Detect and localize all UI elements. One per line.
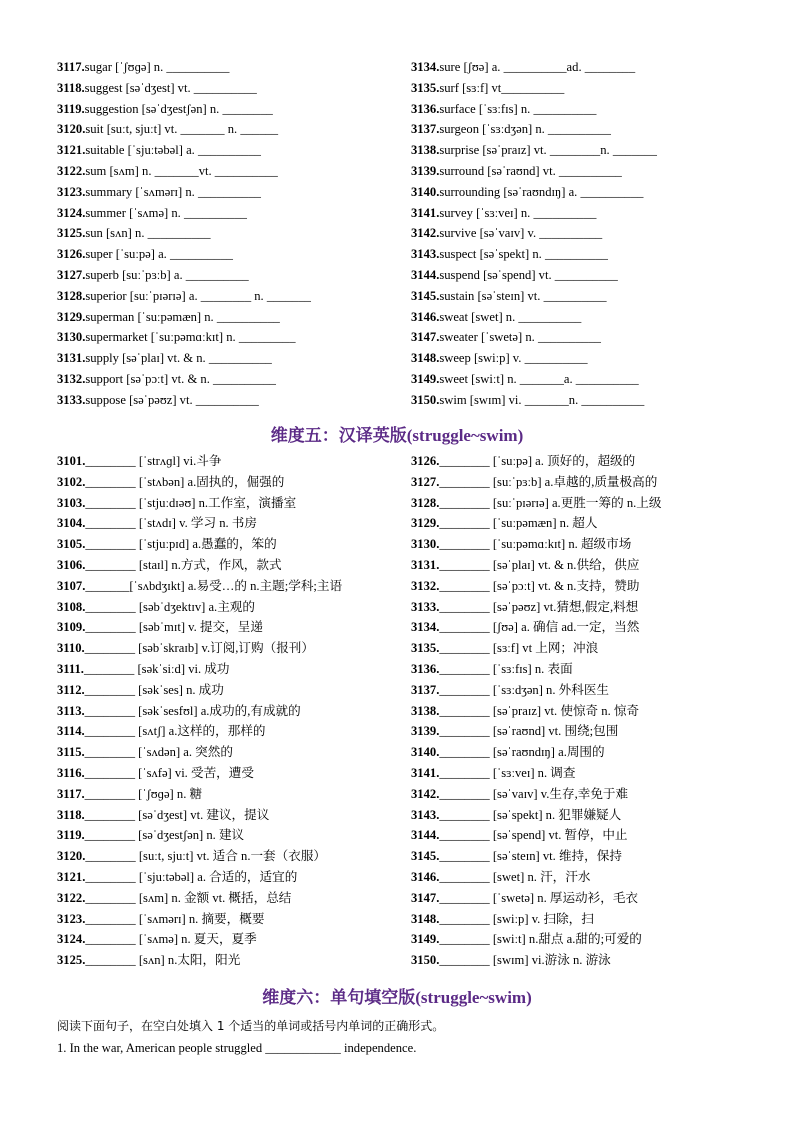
- vocab-entry: [57, 701, 342, 722]
- entry-number: 3145.: [411, 849, 440, 864]
- entry-text: sustain [səˈsteɪn] vt. __________: [439, 288, 607, 303]
- vocab-entry: [57, 617, 342, 638]
- entry-number: 3123.: [57, 184, 86, 199]
- entry-text: ________ [səkˈses] n. 成功: [84, 682, 224, 697]
- entry-number: 3113.: [57, 703, 85, 718]
- vocab-entry: [411, 161, 657, 182]
- entry-text: ________ [sʌn] n.太阳，阳光: [85, 953, 241, 968]
- entry-number: 3106.: [57, 557, 86, 572]
- entry-number: 3130.: [57, 330, 86, 345]
- entry-number: 3146.: [411, 309, 440, 324]
- entry-text: ________ [sɜːf] vt 上网；冲浪: [439, 641, 599, 656]
- entry-number: 3112.: [57, 682, 85, 697]
- entry-text: sweat [swet] n. __________: [439, 309, 582, 324]
- entry-text: ________ [ˈsjuːtəbəl] a. 合适的，适宜的: [85, 869, 298, 884]
- entry-text: surface [ˈsɜːfɪs] n. __________: [439, 101, 597, 116]
- entry-number: 3128.: [57, 288, 86, 303]
- entry-number: 3102.: [57, 474, 86, 489]
- entry-text: surf [sɜːf] vt__________: [439, 80, 565, 95]
- vocab-entry: [411, 929, 661, 950]
- entry-text: superman [ˈsuːpəmæn] n. __________: [85, 309, 280, 324]
- entry-text: ________ [ˈsɜːveɪ] n. 调查: [439, 765, 576, 780]
- entry-number: 3109.: [57, 620, 86, 635]
- entry-number: 3127.: [411, 474, 440, 489]
- entry-text: surgeon [ˈsɜːdʒən] n. __________: [439, 122, 611, 137]
- section4-left-column: [57, 57, 311, 411]
- entry-number: 3126.: [411, 454, 440, 468]
- entry-text: ________ [swiːp] v. 扫除，扫: [439, 911, 594, 926]
- section5-heading-zh: 维度五：汉译英版: [270, 426, 407, 446]
- entry-text: suggest [səˈdʒest] vt. __________: [84, 80, 257, 95]
- vocab-entry: [57, 182, 311, 203]
- entry-text: ________ [swɪm] vi.游泳 n. 游泳: [439, 953, 611, 968]
- entry-number: 3141.: [411, 205, 440, 220]
- entry-text: ________ [səˈpraɪz] vt. 使惊奇 n. 惊奇: [439, 703, 640, 718]
- entry-number: 3140.: [411, 184, 440, 199]
- vocab-entry: [57, 369, 311, 390]
- entry-number: 3129.: [57, 309, 86, 324]
- entry-number: 3125.: [57, 226, 86, 241]
- entry-number: 3136.: [411, 101, 440, 116]
- vocab-entry: [57, 721, 342, 742]
- section6-heading-en: (struggle~swim): [415, 988, 532, 1007]
- entry-number: 3133.: [411, 599, 440, 614]
- entry-text: surround [səˈraʊnd] vt. __________: [439, 163, 622, 178]
- entry-number: 3119.: [57, 101, 85, 116]
- entry-text: ________ [sʌm] n. 金额 vt. 概括，总结: [85, 890, 292, 905]
- entry-number: 3142.: [411, 226, 440, 241]
- entry-text: supply [səˈplaɪ] vt. & n. __________: [85, 351, 272, 366]
- vocab-entry: [411, 119, 657, 140]
- vocab-entry: [411, 99, 657, 120]
- entry-number: 3148.: [411, 911, 440, 926]
- entry-number: 3123.: [57, 911, 86, 926]
- vocab-entry: [411, 763, 661, 784]
- entry-text: ________ [səˈvaɪv] v.生存,幸免于难: [439, 786, 629, 801]
- entry-number: 3147.: [411, 330, 440, 345]
- vocab-entry: [57, 784, 342, 805]
- entry-text: swim [swɪm] vi. _______n. __________: [439, 392, 645, 407]
- entry-text: ________ [suːˈpɪərɪə] a.更胜一筹的 n.上级: [439, 495, 662, 510]
- entry-text: ________ [suːt, sjuːt] vt. 适合 n.一套（衣服）: [85, 849, 327, 864]
- vocab-entry: [411, 638, 661, 659]
- entry-text: summer [ˈsʌmə] n. __________: [85, 205, 247, 220]
- section5-right-column: [411, 451, 661, 971]
- entry-number: 3118.: [57, 807, 85, 822]
- entry-number: 3131.: [411, 557, 440, 572]
- vocab-entry: [57, 223, 311, 244]
- entry-number: 3131.: [57, 351, 86, 366]
- entry-text: ________ [səˈplaɪ] vt. & n.供给，供应: [439, 557, 640, 572]
- entry-text: suppose [səˈpəʊz] vt. __________: [85, 392, 259, 407]
- entry-text: ________ [ˈsʌmərɪ] n. 摘要，概要: [85, 911, 265, 926]
- entry-text: sweep [swiːp] v. __________: [439, 351, 588, 366]
- entry-number: 3135.: [411, 80, 440, 95]
- vocab-entry: [411, 888, 661, 909]
- vocab-entry: [57, 493, 342, 514]
- vocab-entry: [411, 307, 657, 328]
- vocab-entry: [57, 99, 311, 120]
- entry-number: 3116.: [57, 765, 85, 780]
- entry-text: sum [sʌm] n. _______vt. __________: [85, 163, 278, 178]
- vocab-entry: [411, 701, 661, 722]
- entry-number: 3117.: [57, 60, 85, 74]
- entry-number: 3117.: [57, 786, 85, 801]
- entry-number: 3114.: [57, 724, 85, 739]
- vocab-entry: [57, 597, 342, 618]
- vocab-entry: [411, 805, 661, 826]
- entry-number: 3127.: [57, 267, 86, 282]
- entry-text: sugar [ˈʃʊɡə] n. __________: [84, 60, 230, 74]
- entry-number: 3138.: [411, 143, 440, 158]
- entry-text: ________ [ˈsɜːfɪs] n. 表面: [439, 661, 573, 676]
- vocab-entry: [411, 327, 657, 348]
- vocab-entry: [411, 576, 661, 597]
- vocab-entry: [57, 950, 342, 971]
- entry-text: survive [səˈvaɪv] v. __________: [439, 226, 603, 241]
- entry-number: 3137.: [411, 682, 440, 697]
- vocab-entry: [411, 348, 657, 369]
- entry-number: 3144.: [411, 267, 440, 282]
- vocab-entry: [411, 555, 661, 576]
- entry-text: supermarket [ˈsuːpəmɑːkɪt] n. _________: [85, 330, 296, 345]
- entry-text: ________ [səbˈmɪt] v. 提交，呈递: [85, 620, 263, 635]
- vocab-entry: [57, 555, 342, 576]
- section5-heading: [0, 421, 794, 446]
- vocab-entry: [411, 742, 661, 763]
- entry-number: 3149.: [411, 371, 440, 386]
- entry-text: superior [suːˈpɪərɪə] a. ________ n. _______: [85, 288, 311, 303]
- vocab-entry: [411, 659, 661, 680]
- vocab-entry: [411, 680, 661, 701]
- vocab-entry: [57, 119, 311, 140]
- entry-number: 3105.: [57, 537, 86, 552]
- vocab-entry: [57, 576, 342, 597]
- entry-text: ________ [ˈstrʌɡl] vi.斗争: [85, 454, 222, 468]
- entry-text: survey [ˈsɜːveɪ] n. __________: [439, 205, 597, 220]
- entry-text: ________ [səˈspend] vt. 暂停，中止: [439, 828, 628, 843]
- entry-number: 3124.: [57, 205, 86, 220]
- entry-text: ________ [ˈsuːpəmæn] n. 超人: [439, 516, 598, 531]
- entry-text: super [ˈsuːpə] a. __________: [85, 247, 233, 262]
- vocab-entry: [57, 78, 311, 99]
- entry-text: _______[ˈsʌbdʒɪkt] a.易受…的 n.主题;学科;主语: [85, 578, 343, 593]
- vocab-entry: [411, 825, 661, 846]
- vocab-entry: [57, 929, 342, 950]
- section6-heading: [0, 983, 794, 1008]
- vocab-entry: [57, 348, 311, 369]
- entry-number: 3104.: [57, 516, 86, 531]
- vocab-entry: [411, 721, 661, 742]
- entry-number: 3135.: [411, 641, 440, 656]
- vocab-entry: [411, 369, 657, 390]
- entry-text: ________ [sʌtʃ] a.这样的，那样的: [84, 724, 266, 739]
- entry-number: 3126.: [57, 247, 86, 262]
- entry-text: ________ [ˈsɜːdʒən] n. 外科医生: [439, 682, 610, 697]
- vocab-entry: [57, 327, 311, 348]
- vocab-entry: [57, 659, 342, 680]
- vocab-entry: [411, 390, 657, 411]
- vocab-entry: [57, 265, 311, 286]
- vocab-entry: [57, 472, 342, 493]
- entry-text: ________ [səˈdʒestʃən] n. 建议: [84, 828, 245, 843]
- vocab-entry: [57, 161, 311, 182]
- entry-text: sun [sʌn] n. __________: [85, 226, 211, 241]
- section5-left-column: [57, 451, 342, 971]
- vocab-entry: [411, 140, 657, 161]
- entry-text: ________ [səbˈskraɪb] v.订阅,订购（报刊）: [84, 641, 314, 656]
- entry-text: ________ [ʃʊə] a. 确信 ad.一定，当然: [439, 620, 640, 635]
- vocab-entry: [57, 825, 342, 846]
- vocab-entry: [411, 286, 657, 307]
- entry-number: 3146.: [411, 869, 440, 884]
- entry-text: ________ [ˈswetə] n. 厚运动衫，毛衣: [439, 890, 639, 905]
- entry-text: ________ [səˈsteɪn] vt. 维持，保持: [439, 849, 622, 864]
- entry-text: ________ [ˈsʌdən] a. 突然的: [84, 745, 233, 760]
- vocab-entry: [411, 597, 661, 618]
- entry-number: 3134.: [411, 620, 440, 635]
- vocab-entry: [411, 867, 661, 888]
- vocab-entry: [57, 742, 342, 763]
- entry-number: 3121.: [57, 869, 86, 884]
- entry-text: ________ [staɪl] n.方式，作风，款式: [85, 557, 282, 572]
- entry-text: ________ [ˈsʌfə] vi. 受苦，遭受: [84, 765, 254, 780]
- entry-text: ________ [səkˈsiːd] vi. 成功: [83, 661, 230, 676]
- vocab-entry: [57, 451, 342, 472]
- entry-text: summary [ˈsʌmərɪ] n. __________: [85, 184, 261, 199]
- entry-number: 3111.: [57, 661, 84, 676]
- entry-number: 3110.: [57, 641, 85, 656]
- entry-number: 3103.: [57, 495, 86, 510]
- entry-text: ________ [səˈspekt] n. 犯罪嫌疑人: [439, 807, 622, 822]
- entry-number: 3120.: [57, 122, 86, 137]
- vocab-entry: [411, 617, 661, 638]
- entry-text: ________ [ˈsʌmə] n. 夏天，夏季: [85, 932, 257, 947]
- vocab-entry: [411, 784, 661, 805]
- entry-text: ________ [ˈsuːpəmɑːkɪt] n. 超级市场: [439, 537, 632, 552]
- vocab-entry: [57, 203, 311, 224]
- instruction-text: 阅读下面句子，在空白处填入 1 个适当的单词或括号内单词的正确形式。: [57, 1019, 445, 1033]
- entry-number: 3132.: [411, 578, 440, 593]
- entry-number: 3101.: [57, 454, 86, 468]
- vocab-entry: [411, 909, 661, 930]
- section4-right-column: [411, 57, 657, 411]
- vocab-entry: [57, 140, 311, 161]
- entry-text: ________ [ˈstjuːdɪəʊ] n.工作室，演播室: [85, 495, 297, 510]
- entry-text: suitable [ˈsjuːtəbəl] a. __________: [85, 143, 261, 158]
- entry-number: 3141.: [411, 765, 440, 780]
- entry-number: 3128.: [411, 495, 440, 510]
- vocab-entry: [411, 57, 657, 78]
- entry-text: ________ [ˈʃʊɡə] n. 糖: [84, 786, 203, 801]
- vocab-entry: [57, 867, 342, 888]
- entry-text: ________ [swet] n. 汗，汗水: [439, 869, 591, 884]
- vocab-entry: [411, 451, 661, 472]
- entry-number: 3107.: [57, 578, 86, 593]
- vocab-entry: [57, 763, 342, 784]
- entry-number: 3118.: [57, 80, 85, 95]
- vocab-entry: [411, 223, 657, 244]
- sentence-1: 1. In the war, American people struggled ____________ independence.: [57, 1041, 417, 1055]
- entry-text: ________ [səˈpɔːt] vt. & n.支持，赞助: [439, 578, 640, 593]
- vocab-entry: [57, 286, 311, 307]
- entry-number: 3115.: [57, 745, 85, 760]
- entry-number: 3139.: [411, 724, 440, 739]
- vocab-entry: [57, 513, 342, 534]
- entry-number: 3143.: [411, 807, 440, 822]
- entry-text: surprise [səˈpraɪz] vt. ________n. _______: [439, 143, 657, 158]
- entry-text: ________ [səˈraʊndɪŋ] a.周围的: [439, 745, 605, 760]
- vocab-entry: [411, 513, 661, 534]
- entry-number: 3144.: [411, 828, 440, 843]
- vocab-entry: [57, 57, 311, 78]
- entry-text: support [səˈpɔːt] vt. & n. __________: [85, 371, 276, 386]
- entry-number: 3149.: [411, 932, 440, 947]
- entry-number: 3134.: [411, 60, 440, 74]
- entry-number: 3140.: [411, 745, 440, 760]
- entry-number: 3150.: [411, 953, 440, 968]
- entry-number: 3108.: [57, 599, 86, 614]
- entry-number: 3120.: [57, 849, 86, 864]
- vocab-entry: [57, 805, 342, 826]
- vocab-entry: [411, 950, 661, 971]
- entry-number: 3124.: [57, 932, 86, 947]
- entry-number: 3122.: [57, 163, 86, 178]
- entry-text: ________ [səˈpəʊz] vt.猜想,假定,料想: [439, 599, 639, 614]
- entry-text: ________ [ˈstʌdɪ] v. 学习 n. 书房: [85, 516, 257, 531]
- entry-number: 3142.: [411, 786, 440, 801]
- entry-text: suit [suːt, sjuːt] vt. _______ n. ______: [85, 122, 279, 137]
- vocab-entry: [411, 265, 657, 286]
- vocab-entry: [411, 182, 657, 203]
- vocab-entry: [57, 888, 342, 909]
- vocab-entry: [57, 244, 311, 265]
- entry-text: ________ [swiːt] n.甜点 a.甜的;可爱的: [439, 932, 642, 947]
- entry-number: 3147.: [411, 890, 440, 905]
- entry-text: ________ [səkˈsesfʊl] a.成功的,有成就的: [84, 703, 301, 718]
- entry-text: ________ [ˈstjuːpɪd] a.愚蠢的，笨的: [85, 537, 277, 552]
- entry-number: 3138.: [411, 703, 440, 718]
- entry-text: ________ [suːˈpɜːb] a.卓越的,质量极高的: [439, 474, 658, 489]
- entry-text: sweater [ˈswetə] n. __________: [439, 330, 601, 345]
- vocab-entry: [411, 78, 657, 99]
- entry-number: 3119.: [57, 828, 85, 843]
- entry-text: suspend [səˈspend] vt. __________: [439, 267, 618, 282]
- entry-number: 3125.: [57, 953, 86, 968]
- entry-text: superb [suːˈpɜːb] a. __________: [85, 267, 249, 282]
- entry-number: 3137.: [411, 122, 440, 137]
- entry-number: 3132.: [57, 371, 86, 386]
- vocab-entry: [411, 203, 657, 224]
- section6-heading-zh: 维度六：单句填空版: [262, 988, 416, 1008]
- entry-number: 3130.: [411, 537, 440, 552]
- entry-number: 3150.: [411, 392, 440, 407]
- entry-text: ________ [ˈstʌbən] a.固执的，倔强的: [85, 474, 285, 489]
- entry-number: 3143.: [411, 247, 440, 262]
- entry-number: 3122.: [57, 890, 86, 905]
- vocab-entry: [57, 846, 342, 867]
- entry-text: sure [ʃʊə] a. __________ad. ________: [439, 60, 636, 74]
- vocab-entry: [411, 534, 661, 555]
- vocab-entry: [411, 493, 661, 514]
- entry-text: surrounding [səˈraʊndɪŋ] a. __________: [439, 184, 644, 199]
- section5-heading-en: (struggle~swim): [406, 426, 524, 445]
- vocab-entry: [411, 244, 657, 265]
- vocab-entry: [57, 638, 342, 659]
- entry-text: ________ [səbˈdʒektɪv] a.主观的: [85, 599, 255, 614]
- vocab-entry: [57, 909, 342, 930]
- entry-number: 3148.: [411, 351, 440, 366]
- vocab-entry: [57, 534, 342, 555]
- entry-number: 3129.: [411, 516, 440, 531]
- entry-number: 3145.: [411, 288, 440, 303]
- vocab-entry: [57, 307, 311, 328]
- entry-number: 3133.: [57, 392, 86, 407]
- entry-text: ________ [səˈdʒest] vt. 建议，提议: [84, 807, 270, 822]
- entry-text: ________ [ˈsuːpə] a. 顶好的，超级的: [439, 454, 636, 468]
- entry-number: 3136.: [411, 661, 440, 676]
- vocab-entry: [411, 472, 661, 493]
- entry-text: sweet [swiːt] n. _______a. __________: [439, 371, 639, 386]
- entry-number: 3139.: [411, 163, 440, 178]
- vocab-entry: [57, 390, 311, 411]
- vocab-entry: [57, 680, 342, 701]
- entry-text: suggestion [səˈdʒestʃən] n. ________: [84, 101, 273, 116]
- entry-number: 3121.: [57, 143, 86, 158]
- entry-text: suspect [səˈspekt] n. __________: [439, 247, 608, 262]
- vocab-entry: [411, 846, 661, 867]
- entry-text: ________ [səˈraʊnd] vt. 围绕;包围: [439, 724, 619, 739]
